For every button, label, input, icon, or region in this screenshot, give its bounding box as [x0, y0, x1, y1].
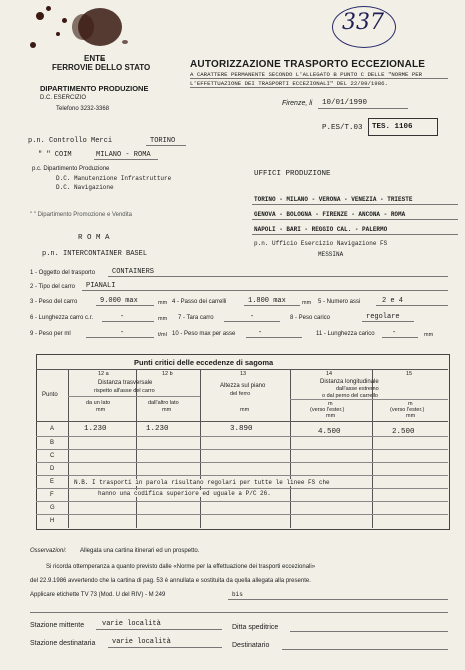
col-alt-2: del ferro [230, 391, 251, 397]
col-punto: Punto [42, 392, 58, 398]
row-label-h: H [50, 518, 55, 524]
table-note-2: hanno una codifica superiore ed uguale a P/C 26. [98, 490, 271, 497]
field-8-label: 8 - Peso carico [290, 315, 331, 321]
cell-a-12a: 1.230 [84, 425, 107, 433]
field-10-value: - [258, 329, 263, 337]
ink-stain [62, 18, 67, 23]
addr-coim-route: MILANO - ROMA [96, 151, 151, 159]
field-6-unit: mm [158, 316, 168, 322]
field-5-value: 2 e 4 [382, 297, 404, 305]
field-4-value: 1.800 max [248, 297, 286, 305]
col-14-num: 14 [326, 371, 333, 377]
stamp-number: 337 [342, 10, 384, 35]
row-label-f: F [50, 492, 54, 498]
field-9-unit: t/ml [158, 332, 167, 338]
field-1-value: CONTAINERS [112, 268, 155, 276]
addr-roma: R O M A [78, 234, 110, 242]
ink-stain [72, 14, 94, 40]
addr-pn: p.n. Controllo Merci [28, 137, 113, 145]
field-4-unit: mm [302, 300, 312, 306]
observations-text: Allegata una cartina itinerari ed un prospetto. [80, 548, 200, 554]
col-alt-unit: mm [240, 407, 250, 413]
table-title: Punti critici delle eccedenze di sagoma [134, 358, 274, 367]
addr-intercontainer: p.n. INTERCONTAINER BASEL [42, 250, 148, 258]
row-label-a: A [50, 426, 55, 432]
footer-paragraph-3: Applicare etichette TV 73 (Mod. U del RIV) - M 249 [30, 592, 166, 598]
cell-a-13: 3.890 [230, 425, 253, 433]
footer-paragraph-3-fill: bis [232, 591, 243, 598]
col-dist-long: Distanza longitudinale [320, 379, 379, 385]
col-dist-long-2: dall'asse estremo [336, 386, 379, 392]
row-label-b: B [50, 440, 55, 446]
addr-pn-city: TORINO [150, 137, 176, 145]
recipient-label: Destinatario [232, 642, 270, 649]
document-title: AUTORIZZAZIONE TRASPORTO ECCEZIONALE [190, 59, 426, 70]
field-8-value: regolare [366, 313, 400, 321]
col-a-unit: mm [96, 407, 106, 413]
org-line4: D.C. ESERCIZIO [40, 95, 87, 101]
field-1-label: 1 - Oggetto del trasporto [30, 270, 96, 276]
uffici-line5: MESSINA [318, 251, 344, 258]
addr-coim: " " COIM [38, 151, 72, 159]
dest-station-label: Stazione destinataria [30, 640, 96, 647]
field-6-label: 6 - Lunghezza carro c.r. [30, 315, 94, 321]
field-2-label: 2 - Tipo del carro [30, 284, 76, 290]
field-9-label: 9 - Peso per ml [30, 331, 71, 337]
field-7-label: 7 - Tara carro [178, 315, 214, 321]
col-14-mm: mm [326, 413, 336, 419]
col-13-num: 13 [240, 371, 247, 377]
protocol-number: TES. 1106 [372, 123, 413, 131]
row-label-c: C [50, 453, 55, 459]
addr-dc2: D.C. Navigazione [56, 184, 114, 191]
row-label-e: E [50, 479, 55, 485]
field-5-label: 5 - Numero assi [318, 299, 361, 305]
org-line5: Telefono 3232-3368 [56, 106, 110, 112]
shipper-label: Ditta speditrice [232, 624, 279, 631]
org-line1: ENTE [84, 54, 106, 63]
col-dist-trasv: Distanza trasversale [98, 380, 153, 386]
col-15-num: 15 [406, 371, 413, 377]
field-6-value: - [120, 313, 125, 321]
uffici-title: UFFICI PRODUZIONE [254, 170, 331, 178]
cell-a-14: 4.500 [318, 428, 341, 436]
ink-stain [30, 42, 36, 48]
title-subline-2: L'EFFETTUAZIONE DEI TRASPORTI ECCEZIONALI" DEL 22/09/1986. [190, 80, 388, 87]
col-15-unit: m [408, 401, 413, 407]
field-7-value: - [250, 313, 255, 321]
col-b-label: dall'altro lato [148, 400, 179, 406]
col-14-dir: (verso l'ester.) [310, 407, 345, 413]
field-4-label: 4 - Passo dei carrelli [172, 299, 227, 305]
field-2-value: PIANALI [86, 282, 116, 290]
uffici-line3: NAPOLI - BARI - REGGIO CAL. - PALERMO [254, 226, 388, 233]
table-note-1: N.B. I trasporti in parola risultano regolari per tutte le linee FS che [74, 479, 330, 486]
uffici-line2: GENOVA - BOLOGNA - FIRENZE - ANCONA - ROMA [254, 211, 406, 218]
protocol-code: P.ES/T.03 [322, 124, 363, 132]
sender-station-label: Stazione mittente [30, 622, 85, 629]
addr-dip: " " Dipartimento Promozione e Vendita [30, 212, 132, 218]
place-label: Firenze, li [282, 100, 313, 107]
ink-stain [122, 40, 128, 44]
document-date: 10/01/1990 [322, 99, 368, 107]
col-b-unit: mm [162, 407, 172, 413]
sender-station-value: varie località [102, 620, 161, 628]
field-9-value: - [120, 329, 125, 337]
cell-a-15: 2.500 [392, 428, 415, 436]
row-label-d: D [50, 466, 55, 472]
ink-stain [46, 6, 51, 11]
col-15-dir: (verso l'ester.) [390, 407, 425, 413]
cell-a-12b: 1.230 [146, 425, 169, 433]
col-14-unit: m [328, 401, 333, 407]
addr-dc1: D.C. Manutenzione Infrastrutture [56, 175, 172, 182]
col-12a-num: 12 a [98, 371, 109, 377]
col-dist-trasv-2: rispetto all'asse del carro [94, 388, 155, 394]
field-3-unit: mm [158, 300, 168, 306]
row-label-g: G [50, 505, 55, 511]
col-dist-long-3: o dal perno del carrello [322, 393, 378, 399]
col-12b-num: 12 b [162, 371, 173, 377]
footer-paragraph-1: Si ricorda ottemperanza a quanto previsto dalle «Norme per la effettuazione dei trasporti eccezionali» [46, 564, 316, 570]
dest-station-value: varie località [112, 638, 171, 646]
title-subline-1: A CARATTERE PERMANENTE SECONDO L'ALLEGATO B PUNTO C DELLE "NORME PER [190, 71, 423, 78]
col-alt: Altezza sul piano [220, 383, 266, 389]
field-3-value: 9.000 max [100, 297, 138, 305]
field-10-label: 10 - Peso max per asse [172, 331, 236, 337]
addr-pc: p.c. Dipartimento Produzione [32, 166, 110, 172]
field-3-label: 3 - Peso del carro [30, 299, 78, 305]
footer-paragraph-2: del 22.9.1986 avvertendo che la cartina di pag. 53 è annullata e sostituita da quella allegata alla presente. [30, 578, 311, 584]
org-line2: FERROVIE DELLO STATO [52, 63, 151, 72]
field-11-unit: mm [424, 332, 434, 338]
observations-label: Osservazioni: [30, 548, 67, 554]
org-line3: DIPARTIMENTO PRODUZIONE [40, 84, 149, 93]
field-11-value: - [392, 329, 397, 337]
ink-stain [36, 12, 44, 20]
field-11-label: 11 - Lunghezza carico [316, 331, 375, 337]
uffici-line1: TORINO - MILANO - VERONA - VENEZIA - TRIESTE [254, 196, 413, 203]
col-a-label: da un lato [86, 400, 111, 406]
uffici-line4: p.n. Ufficio Esercizio Navigazione FS [254, 240, 388, 247]
col-15-mm: mm [406, 413, 416, 419]
ink-stain [56, 32, 60, 36]
